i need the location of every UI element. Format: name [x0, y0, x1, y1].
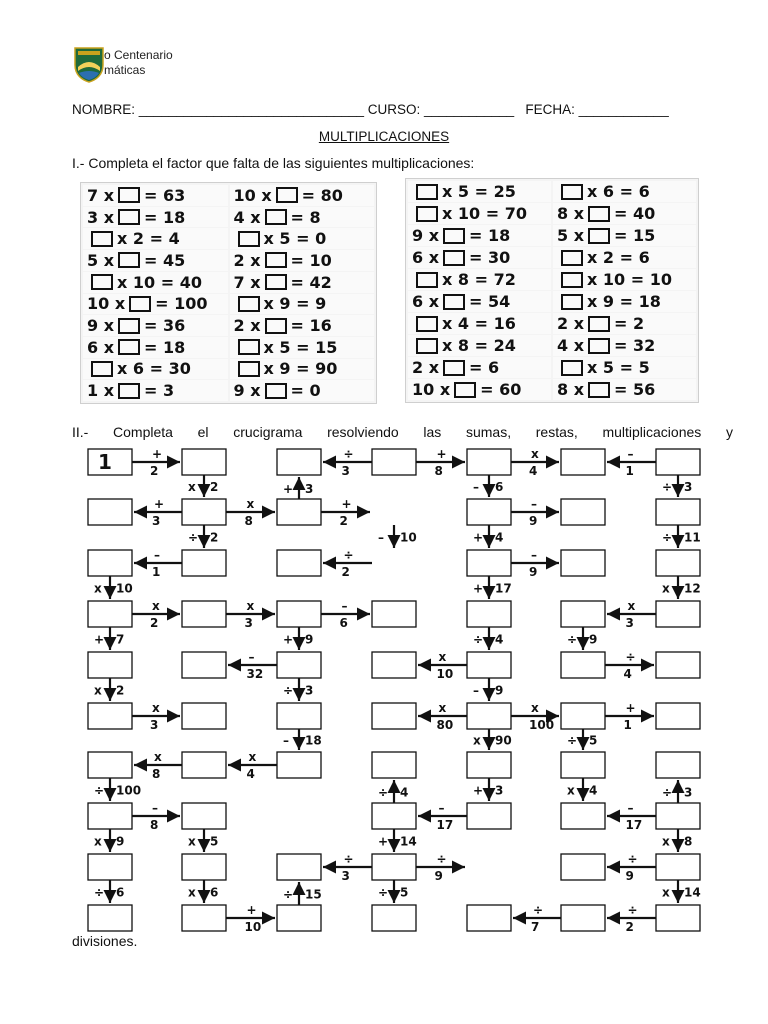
- crossword-answer-box[interactable]: [467, 803, 511, 829]
- crossword-operand: 7: [116, 632, 125, 647]
- result-text: x 10 = 70: [442, 204, 527, 223]
- crossword-operator: +: [436, 447, 447, 461]
- crossword-operand: 12: [684, 581, 701, 596]
- factor-text: 6 x: [87, 337, 115, 357]
- result-text: x 9 = 90: [263, 359, 338, 379]
- crossword-operator: x: [248, 750, 257, 764]
- crossword-operand: 9: [116, 834, 125, 849]
- crossword-operand: 17: [495, 581, 512, 596]
- crossword-operator: x: [94, 683, 102, 698]
- crossword-operator: ÷: [567, 632, 578, 647]
- crossword-answer-box[interactable]: [372, 449, 416, 475]
- crossword-answer-box[interactable]: [372, 854, 416, 880]
- school-name: o Centenario: [104, 48, 173, 62]
- crossword-operand: 5: [589, 733, 598, 748]
- result-text: = 54: [469, 292, 511, 311]
- crossword-start-value: 1: [98, 450, 112, 474]
- crossword-operand: 9: [305, 632, 314, 647]
- crossword-operand: 3: [305, 482, 314, 496]
- factor-text: 5 x: [557, 226, 585, 245]
- crossword-operator: ÷: [533, 903, 544, 917]
- result-text: x 8 = 24: [442, 336, 516, 355]
- crossword-operand: 80: [436, 718, 454, 732]
- crossword-operator: –: [378, 530, 384, 545]
- crossword-answer-box[interactable]: [88, 803, 132, 829]
- crossword-operand: 7: [531, 920, 540, 934]
- crossword-operand: 2: [116, 683, 125, 698]
- crossword-answer-box[interactable]: [561, 449, 605, 475]
- crossword-operator: –: [531, 548, 537, 562]
- crossword-operator: ÷: [567, 733, 578, 748]
- crossword-operator: ÷: [662, 480, 673, 494]
- crossword-operand: 4: [623, 667, 632, 681]
- crossword-operator: ÷: [627, 903, 638, 917]
- crossword-operator: ÷: [662, 785, 673, 800]
- crossword-answer-box[interactable]: [656, 803, 700, 829]
- crossword-answer-box[interactable]: [561, 752, 605, 778]
- result-text: = 10: [290, 250, 332, 270]
- crossword-answer-box[interactable]: [656, 703, 700, 729]
- crossword-operator: x: [438, 650, 447, 664]
- crossword-answer-box[interactable]: [182, 601, 226, 627]
- page-title: MULTIPLICACIONES: [318, 129, 450, 144]
- result-text: x 10 = 10: [587, 270, 672, 289]
- result-text: x 5 = 25: [442, 182, 516, 201]
- crossword-answer-box[interactable]: [88, 652, 132, 678]
- crossword-operator: ÷: [94, 885, 105, 900]
- crossword-answer-box[interactable]: [277, 499, 321, 525]
- result-text: = 0: [290, 381, 321, 401]
- crossword-operator: –: [248, 650, 255, 664]
- crossword-operand: 3: [150, 718, 159, 732]
- crossword-answer-box[interactable]: [277, 854, 321, 880]
- crossword-operand: 2: [625, 920, 634, 934]
- crossword-operand: 100: [529, 718, 555, 732]
- result-text: x 5 = 5: [587, 358, 650, 377]
- crossword-answer-box[interactable]: [88, 499, 132, 525]
- crossword-operator: x: [662, 834, 670, 849]
- crossword-answer-box[interactable]: [656, 449, 700, 475]
- crossword-answer-box[interactable]: [277, 752, 321, 778]
- crossword-operand: 8: [434, 464, 443, 478]
- crossword-answer-box[interactable]: [277, 601, 321, 627]
- crossword-operand: 2: [210, 480, 219, 494]
- crossword-answer-box[interactable]: [182, 499, 226, 525]
- crossword-operand: 1: [623, 718, 632, 732]
- crossword-operand: 3: [625, 616, 634, 630]
- crossword-operator: –: [154, 548, 160, 562]
- crossword-operator: ÷: [473, 632, 484, 647]
- crossword-answer-box[interactable]: [656, 652, 700, 678]
- crossword-operand: 15: [305, 887, 322, 902]
- crossword-operand: 4: [400, 785, 409, 800]
- crossword-answer-box[interactable]: [656, 499, 700, 525]
- factor-text: 4 x: [557, 336, 585, 355]
- result-text: = 18: [469, 226, 511, 245]
- crossword-operator: +: [473, 581, 484, 596]
- factor-text: 2 x: [233, 316, 261, 336]
- crossword-operand: 3: [495, 783, 504, 798]
- crossword-operand: 1: [152, 565, 161, 579]
- factor-text: 8 x: [557, 380, 585, 399]
- crossword-operand: 3: [684, 480, 693, 494]
- crossword-answer-box[interactable]: [372, 752, 416, 778]
- crossword-operand: 10: [244, 920, 262, 934]
- crossword-operator: –: [473, 480, 479, 494]
- crossword-operator: –: [152, 801, 158, 815]
- crossword-operator: ÷: [625, 650, 636, 664]
- crossword-answer-box[interactable]: [467, 905, 511, 931]
- crossword-operator: x: [662, 885, 670, 900]
- factor-text: 9 x: [87, 316, 115, 336]
- crossword-answer-box[interactable]: [561, 652, 605, 678]
- crossword-operand: 11: [684, 530, 701, 545]
- crossword-operator: ÷: [662, 530, 673, 545]
- instruction-section-2-end: divisiones.: [72, 933, 138, 949]
- crossword-operand: 10: [400, 530, 417, 545]
- crossword-operand: 1: [625, 464, 634, 478]
- crossword-operator: x: [438, 701, 447, 715]
- crossword-operand: 4: [589, 783, 598, 798]
- crossword-operand: 9: [589, 632, 598, 647]
- crossword-answer-box[interactable]: [372, 601, 416, 627]
- result-text: x 5 = 15: [263, 337, 338, 357]
- crossword-answer-box[interactable]: [372, 652, 416, 678]
- crossword-answer-box[interactable]: [182, 703, 226, 729]
- result-text: = 6: [469, 358, 500, 377]
- result-text: x 4 = 16: [442, 314, 516, 333]
- instruction-word: las: [423, 424, 442, 440]
- crossword-operand: 9: [625, 869, 634, 883]
- crossword-answer-box[interactable]: [467, 752, 511, 778]
- crossword-answer-box[interactable]: [182, 752, 226, 778]
- crossword-operand: 2: [341, 565, 350, 579]
- result-text: = 63: [144, 185, 186, 205]
- crossword-operator: ÷: [343, 548, 354, 562]
- factor-text: 6 x: [412, 292, 440, 311]
- factor-text: 10 x: [412, 380, 451, 399]
- crossword-operand: 32: [246, 667, 264, 681]
- crossword-operator: ÷: [343, 447, 354, 461]
- crossword-operator: +: [341, 497, 352, 511]
- crossword-answer-box[interactable]: [277, 449, 321, 475]
- crossword-operator: x: [154, 750, 162, 764]
- factor-text: 8 x: [557, 204, 585, 223]
- crossword-operator: ÷: [378, 785, 389, 800]
- result-text: x 2 = 4: [117, 229, 180, 249]
- crossword-answer-box[interactable]: [88, 601, 132, 627]
- crossword-answer-box[interactable]: [656, 752, 700, 778]
- crossword-operator: x: [94, 581, 102, 596]
- crossword-answer-box[interactable]: [277, 652, 321, 678]
- crossword-operator: +: [625, 701, 636, 715]
- result-text: = 36: [144, 316, 186, 336]
- result-text: x 2 = 6: [587, 248, 650, 267]
- crossword-answer-box[interactable]: [182, 449, 226, 475]
- crossword-operand: 8: [152, 767, 161, 781]
- crossword-operand: 90: [495, 733, 512, 748]
- result-text: = 100: [155, 294, 208, 314]
- instruction-word: resolviendo: [327, 424, 399, 440]
- factor-text: 9 x: [233, 381, 261, 401]
- result-text: = 45: [144, 250, 186, 270]
- crossword-answer-box[interactable]: [277, 550, 321, 576]
- crossword-answer-box[interactable]: [467, 652, 511, 678]
- crossword-operand: 4: [495, 632, 504, 647]
- crossword-answer-box[interactable]: [467, 601, 511, 627]
- crossword-operator: +: [246, 903, 257, 917]
- crossword-answer-box[interactable]: [656, 550, 700, 576]
- crossword-operand: 8: [150, 818, 159, 832]
- result-text: = 8: [290, 207, 321, 227]
- crossword-operator: x: [188, 885, 196, 900]
- crossword-operator: x: [627, 599, 636, 613]
- crossword-operator: x: [531, 447, 539, 461]
- crossword-operand: 100: [116, 783, 142, 798]
- factor-text: 3 x: [87, 207, 115, 227]
- result-text: = 60: [480, 380, 522, 399]
- result-text: x 9 = 18: [587, 292, 661, 311]
- crossword-operand: 4: [495, 530, 504, 545]
- crossword-operand: 5: [400, 885, 409, 900]
- result-text: x 6 = 6: [587, 182, 650, 201]
- crossword-operator: x: [152, 599, 160, 613]
- crossword-answer-box[interactable]: [182, 803, 226, 829]
- crossword-operator: ÷: [343, 852, 354, 866]
- crossword-answer-box[interactable]: [372, 803, 416, 829]
- crossword-operator: x: [188, 834, 196, 849]
- crossword-operand: 14: [684, 885, 701, 900]
- result-text: = 2: [614, 314, 645, 333]
- crossword-operator: +: [283, 632, 294, 647]
- crossword-operator: –: [627, 447, 634, 461]
- result-text: = 32: [614, 336, 656, 355]
- crossword-answer-box[interactable]: [182, 905, 226, 931]
- crossword-answer-box[interactable]: [372, 905, 416, 931]
- result-text: x 10 = 40: [117, 272, 202, 292]
- result-text: = 18: [144, 337, 186, 357]
- crossword-operand: 3: [305, 683, 314, 698]
- crossword-operator: x: [531, 701, 539, 715]
- crossword-operand: 4: [529, 464, 538, 478]
- crossword-operand: 4: [246, 767, 255, 781]
- crossword-answer-box[interactable]: [561, 703, 605, 729]
- result-text: = 18: [144, 207, 186, 227]
- crossword-operand: 10: [116, 581, 133, 596]
- result-text: = 40: [614, 204, 656, 223]
- crossword-answer-box[interactable]: [88, 703, 132, 729]
- instruction-word: y: [725, 424, 733, 440]
- crossword-operand: 8: [684, 834, 693, 849]
- crossword-operator: –: [531, 497, 537, 511]
- factor-text: 10 x: [87, 294, 126, 314]
- crossword-operand: 3: [341, 464, 350, 478]
- crossword-operator: ÷: [188, 530, 199, 545]
- result-text: = 3: [144, 381, 175, 401]
- crossword-operand: 14: [400, 834, 417, 849]
- crossword-answer-box[interactable]: [561, 905, 605, 931]
- crossword-operand: 6: [210, 885, 219, 900]
- crossword-operand: 6: [116, 885, 125, 900]
- instruction-word: crucigrama: [233, 424, 303, 440]
- factor-text: 1 x: [87, 381, 115, 401]
- crossword-answer-box[interactable]: [467, 550, 511, 576]
- factor-text: 2 x: [233, 250, 261, 270]
- crossword-operator: +: [94, 632, 105, 647]
- crossword-operator: –: [341, 599, 348, 613]
- result-text: = 80: [301, 185, 343, 205]
- instruction-word: sumas,: [465, 424, 512, 440]
- crossword-operator: –: [438, 801, 445, 815]
- crossword-operand: 6: [495, 480, 504, 494]
- crossword-operand: 2: [150, 464, 159, 478]
- factor-text: 2 x: [557, 314, 585, 333]
- crossword-operand: 9: [495, 683, 504, 698]
- result-text: = 56: [614, 380, 656, 399]
- crossword-operator: ÷: [283, 887, 294, 902]
- crossword-operator: x: [473, 733, 481, 748]
- crossword-answer-box[interactable]: [277, 905, 321, 931]
- instruction-word: multiplicaciones: [602, 424, 702, 440]
- crossword-answer-box[interactable]: [656, 601, 700, 627]
- crossword-answer-box[interactable]: [561, 550, 605, 576]
- result-text: = 16: [290, 316, 332, 336]
- factor-text: 9 x: [412, 226, 440, 245]
- result-text: x 6 = 30: [117, 359, 191, 379]
- crossword-operator: x: [246, 599, 255, 613]
- crossword-operand: 6: [339, 616, 348, 630]
- crossword-answer-box[interactable]: [182, 854, 226, 880]
- crossword-operand: 2: [150, 616, 159, 630]
- crossword-answer-box[interactable]: [88, 854, 132, 880]
- crossword-operand: 3: [244, 616, 253, 630]
- crossword-answer-box[interactable]: [467, 499, 511, 525]
- crossword-answer-box[interactable]: [277, 703, 321, 729]
- instruction-word: restas,: [535, 424, 578, 440]
- crossword-answer-box[interactable]: [88, 905, 132, 931]
- crossword-operator: +: [473, 783, 484, 798]
- crossword-operand: 18: [305, 733, 322, 748]
- result-text: x 8 = 72: [442, 270, 516, 289]
- crossword-operator: x: [94, 834, 102, 849]
- crossword-answer-box[interactable]: [561, 803, 605, 829]
- result-text: x 5 = 0: [263, 229, 327, 249]
- instruction-section-1: I.- Completa el factor que falta de las siguientes multiplicaciones:: [72, 155, 475, 171]
- crossword-answer-box[interactable]: [88, 550, 132, 576]
- crossword-operand: 3: [152, 514, 161, 528]
- crossword-answer-box[interactable]: [561, 499, 605, 525]
- crossword-operator: ÷: [94, 783, 105, 798]
- crossword-operator: ÷: [436, 852, 447, 866]
- instruction-word: Completa: [113, 424, 173, 440]
- crossword-operator: +: [154, 497, 165, 511]
- subject-name: máticas: [104, 63, 146, 77]
- crossword-operator: ÷: [378, 885, 389, 900]
- crossword-operand: 17: [625, 818, 643, 832]
- crossword-answer-box[interactable]: [561, 601, 605, 627]
- crossword-operator: ÷: [283, 683, 294, 698]
- crossword-operator: x: [246, 497, 255, 511]
- crossword-answer-box[interactable]: [182, 652, 226, 678]
- crossword-operand: 8: [244, 514, 253, 528]
- crossword-operator: +: [152, 447, 163, 461]
- crossword-operator: +: [378, 834, 389, 849]
- crossword-answer-box[interactable]: [372, 703, 416, 729]
- result-text: = 30: [469, 248, 511, 267]
- crossword-operand: 10: [436, 667, 454, 681]
- crossword-answer-box[interactable]: [182, 550, 226, 576]
- crossword-operand: 2: [339, 514, 348, 528]
- result-text: = 42: [290, 272, 332, 292]
- factor-text: 7 x: [233, 272, 261, 292]
- crossword-operator: x: [188, 480, 196, 494]
- crossword-operator: x: [152, 701, 160, 715]
- instruction-word: el: [197, 424, 209, 440]
- factor-text: 7 x: [87, 185, 115, 205]
- crossword-answer-box[interactable]: [467, 703, 511, 729]
- crossword-operand: 3: [684, 785, 693, 800]
- crossword-operand: 3: [341, 869, 350, 883]
- instruction-word: II.-: [72, 424, 89, 440]
- crossword-operand: 9: [529, 565, 538, 579]
- crossword-operator: x: [567, 783, 575, 798]
- factor-text: 10 x: [233, 185, 272, 205]
- factor-text: 4 x: [233, 207, 261, 227]
- crossword-operator: –: [627, 801, 634, 815]
- student-info-line: NOMBRE: ______________________________ CURSO: ____________ FECHA: ____________: [72, 102, 669, 117]
- crossword-operand: 5: [210, 834, 219, 849]
- crossword-operator: +: [283, 482, 294, 496]
- crossword-operand: 9: [529, 514, 538, 528]
- crossword-operator: –: [283, 733, 289, 748]
- crossword-operand: 17: [436, 818, 454, 832]
- crossword-operator: ÷: [627, 852, 638, 866]
- crossword-answer-box[interactable]: [656, 854, 700, 880]
- crossword-operand: 2: [210, 530, 219, 545]
- crossword-answer-box[interactable]: [467, 449, 511, 475]
- factor-text: 5 x: [87, 250, 115, 270]
- crossword-operator: +: [473, 530, 484, 545]
- result-text: x 9 = 9: [263, 294, 327, 314]
- crossword-answer-box[interactable]: [561, 854, 605, 880]
- crossword-answer-box[interactable]: [88, 752, 132, 778]
- crossword-operator: –: [473, 683, 479, 698]
- crossword-answer-box[interactable]: [656, 905, 700, 931]
- result-text: = 15: [614, 226, 656, 245]
- crossword-operator: x: [662, 581, 670, 596]
- factor-text: 2 x: [412, 358, 440, 377]
- factor-text: 6 x: [412, 248, 440, 267]
- crossword-operand: 9: [434, 869, 443, 883]
